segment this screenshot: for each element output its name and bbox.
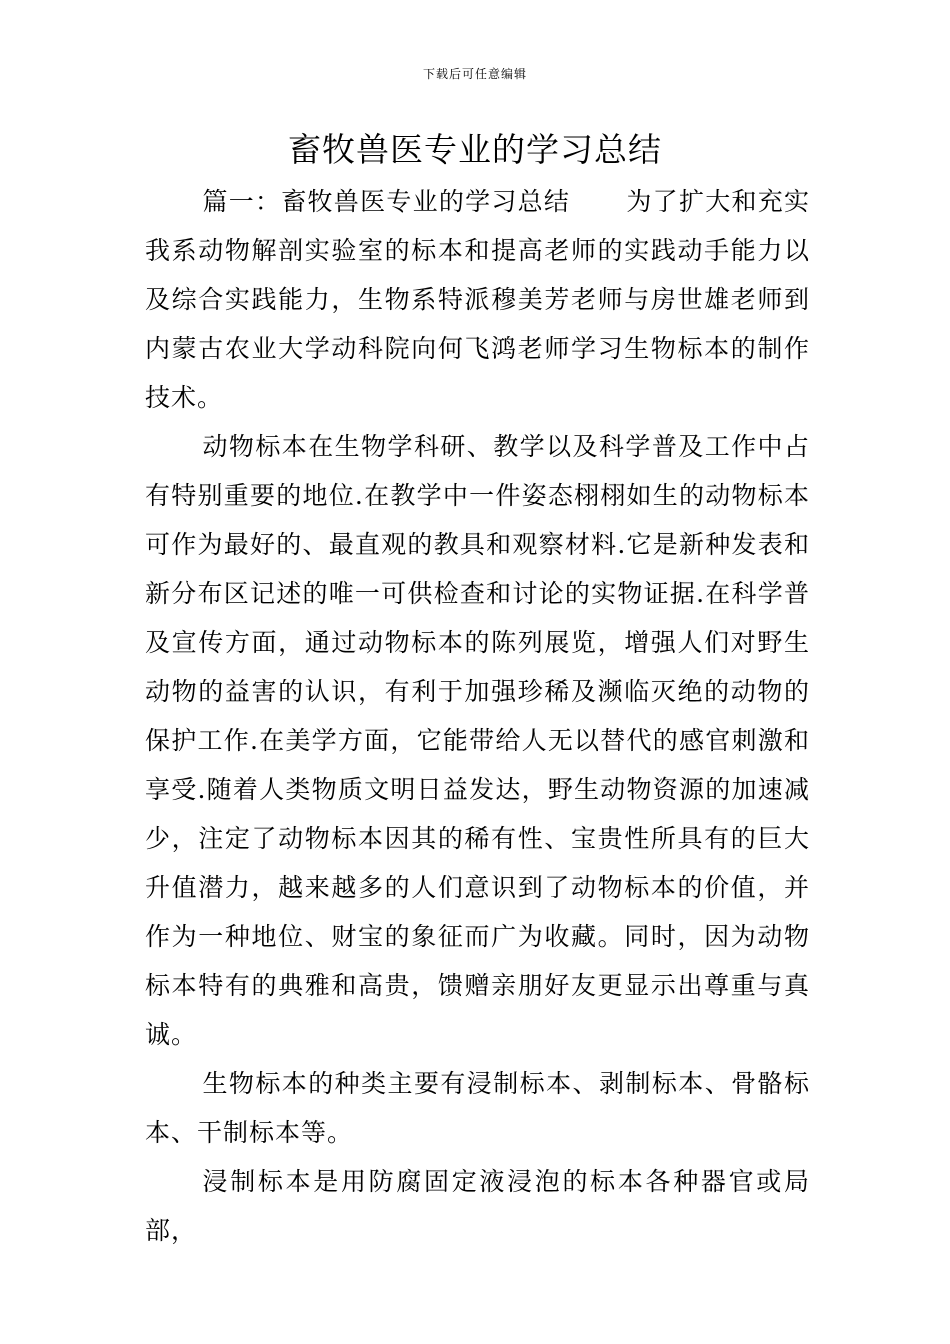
- paragraph-1-rest: 为了扩大和充实我系动物解剖实验室的标本和提高老师的实践动手能力以及综合实践能力，生物系特派穆美芳老师与房世雄老师到内蒙古农业大学动科院向何飞鸿老师学习生物标本的制作技术。: [145, 187, 810, 412]
- paragraph-1-lead: 篇一：畜牧兽医专业的学习总结: [202, 187, 571, 216]
- paragraph-4: 浸制标本是用防腐固定液浸泡的标本各种器官或局部，: [145, 1167, 810, 1245]
- document-body: [145, 177, 810, 1255]
- paragraph-1: [145, 177, 810, 422]
- paragraph-2: 动物标本在生物学科研、教学以及科学普及工作中占有特别重要的地位.在教学中一件姿态栩栩如生的动物标本可作为最好的、最直观的教具和观察材料.它是新种发表和新分布区记述的唯一可供检查和讨论的实物证据.在科学普及宣传方面，通过动物标本的陈列展览，增强人们对野生动物的益害的认识，有利于加强珍稀及濒临灭绝的动物的保护工作.在美学方面，它能带给人无以替代的感官刺激和享受.随着人类物质文明日益发达，野生动物资源的加速减少，注定了动物标本因其的稀有性、宝贵性所具有的巨大升值潜力，越来越多的人们意识到了动物标本的价值，并作为一种地位、财宝的象征而广为收藏。同时，因为动物标本特有的典雅和高贵，馈赠亲朋好友更显示出尊重与真诚。: [145, 432, 810, 1049]
- paragraph-3: 生物标本的种类主要有浸制标本、剥制标本、骨骼标本、干制标本等。: [145, 1069, 810, 1147]
- header-note: 下载后可任意编辑: [422, 67, 527, 81]
- document-title: 畜牧兽医专业的学习总结: [288, 130, 662, 169]
